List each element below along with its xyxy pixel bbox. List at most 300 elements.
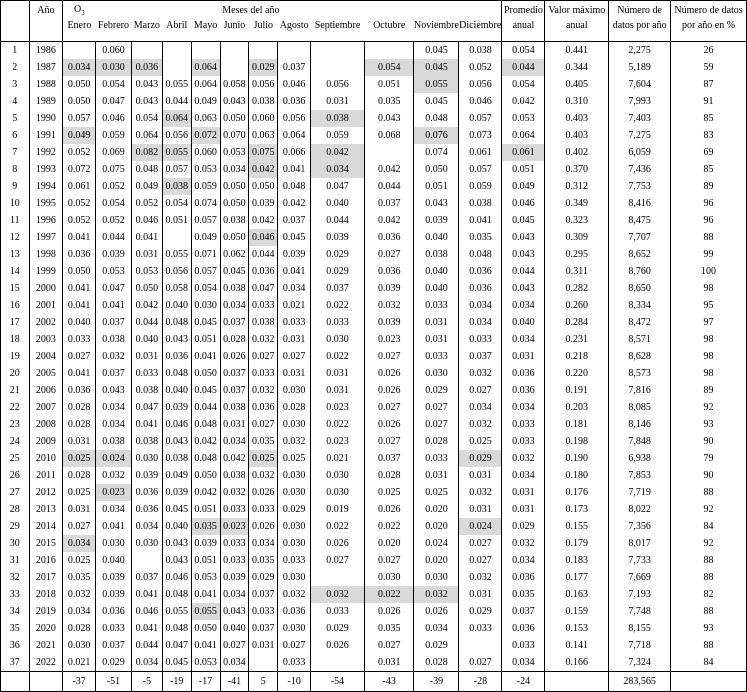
annual-max-cell: 0.309 [545, 229, 609, 246]
data-percent-cell: 88 [671, 603, 747, 620]
year-cell: 1996 [29, 212, 63, 229]
annual-mean-cell: 0.036 [502, 569, 545, 586]
month-value-cell: 0.060 [249, 110, 278, 127]
table-row [1, 76, 747, 93]
month-value-cell: 0.041 [278, 263, 311, 280]
month-value-cell: 0.037 [249, 620, 278, 637]
table-row [1, 263, 747, 280]
footer-month-change: -10 [278, 672, 311, 692]
month-value-cell: 0.031 [459, 586, 502, 603]
month-value-cell: 0.050 [191, 365, 220, 382]
month-value-cell: 0.034 [220, 654, 249, 672]
month-value-cell: 0.038 [220, 399, 249, 416]
month-value-cell: 0.031 [278, 331, 311, 348]
month-value-cell: 0.030 [96, 59, 132, 76]
month-value-cell: 0.033 [63, 331, 96, 348]
month-value-cell: 0.030 [278, 467, 311, 484]
month-value-cell: 0.039 [220, 569, 249, 586]
month-value-cell: 0.033 [249, 297, 278, 314]
month-value-cell: 0.064 [131, 127, 162, 144]
month-value-cell: 0.033 [96, 620, 132, 637]
row-number: 14 [1, 263, 30, 280]
month-value-cell: 0.032 [414, 586, 459, 603]
table-row [1, 331, 747, 348]
data-count-cell: 8,155 [609, 620, 671, 637]
month-value-cell: 0.039 [249, 195, 278, 212]
month-value-cell: 0.026 [249, 484, 278, 501]
row-number: 2 [1, 59, 30, 76]
table-row [1, 433, 747, 450]
month-value-cell: 0.034 [249, 535, 278, 552]
month-value-cell: 0.037 [364, 450, 414, 467]
year-cell: 1992 [29, 144, 63, 161]
month-value-cell: 0.033 [278, 314, 311, 331]
month-value-cell: 0.030 [278, 620, 311, 637]
annual-mean-cell: 0.054 [502, 42, 545, 60]
year-cell: 2011 [29, 467, 63, 484]
month-value-cell: 0.031 [414, 314, 459, 331]
month-value-cell: 0.028 [220, 331, 249, 348]
month-value-cell: 0.046 [96, 110, 132, 127]
month-value-cell: 0.023 [311, 399, 365, 416]
year-cell: 2003 [29, 331, 63, 348]
month-value-cell: 0.052 [63, 212, 96, 229]
month-value-cell: 0.036 [459, 280, 502, 297]
header-row-number [1, 1, 30, 22]
month-value-cell: 0.048 [459, 246, 502, 263]
month-value-cell: 0.052 [63, 144, 96, 161]
month-value-cell: 0.057 [459, 161, 502, 178]
month-value-cell: 0.045 [414, 42, 459, 60]
footer-change-row [1, 672, 747, 692]
header-month: Septiembre [314, 21, 361, 31]
month-value-cell: 0.050 [249, 178, 278, 195]
data-percent-cell: 88 [671, 484, 747, 501]
table-row [1, 229, 747, 246]
month-value-cell: 0.057 [191, 212, 220, 229]
month-value-cell: 0.072 [191, 127, 220, 144]
month-value-cell: 0.054 [162, 195, 191, 212]
month-value-cell: 0.046 [131, 212, 162, 229]
month-value-cell: 0.050 [414, 161, 459, 178]
data-count-cell: 6,938 [609, 450, 671, 467]
month-value-cell: 0.044 [191, 399, 220, 416]
annual-mean-cell: 0.040 [502, 314, 545, 331]
month-value-cell: 0.050 [63, 93, 96, 110]
year-cell: 1986 [29, 42, 63, 60]
year-cell: 2020 [29, 620, 63, 637]
month-value-cell: 0.032 [311, 586, 365, 603]
annual-mean-cell: 0.036 [502, 365, 545, 382]
month-value-cell: 0.033 [414, 297, 459, 314]
month-value-cell: 0.059 [311, 127, 365, 144]
data-count-cell: 8,628 [609, 348, 671, 365]
annual-mean-cell: 0.037 [502, 603, 545, 620]
month-value-cell: 0.042 [311, 144, 365, 161]
month-value-cell: 0.026 [220, 348, 249, 365]
data-percent-cell: 84 [671, 654, 747, 672]
data-count-cell: 7,848 [609, 433, 671, 450]
data-count-cell: 2,275 [609, 42, 671, 60]
data-count-cell: 8,472 [609, 314, 671, 331]
month-value-cell: 0.025 [278, 450, 311, 467]
year-cell: 2012 [29, 484, 63, 501]
month-value-cell: 0.033 [131, 365, 162, 382]
header-annual-mean: Promedio [502, 1, 545, 22]
month-value-cell: 0.029 [311, 263, 365, 280]
data-count-cell: 7,193 [609, 586, 671, 603]
month-value-cell: 0.038 [459, 195, 502, 212]
data-percent-cell: 88 [671, 552, 747, 569]
month-value-cell: 0.037 [96, 314, 132, 331]
header-month: Junio [223, 21, 246, 31]
month-value-cell: 0.055 [162, 76, 191, 93]
month-value-cell: 0.048 [162, 314, 191, 331]
month-value-cell: 0.054 [364, 59, 414, 76]
table-row [1, 620, 747, 637]
year-cell: 2016 [29, 552, 63, 569]
annual-mean-cell: 0.061 [502, 144, 545, 161]
month-value-cell: 0.038 [96, 331, 132, 348]
year-cell: 1987 [29, 59, 63, 76]
month-value-cell: 0.034 [63, 59, 96, 76]
month-value-cell: 0.058 [220, 76, 249, 93]
month-value-cell: 0.027 [364, 552, 414, 569]
month-value-cell: 0.062 [220, 246, 249, 263]
annual-mean-cell: 0.033 [502, 637, 545, 654]
month-value-cell: 0.037 [278, 212, 311, 229]
table-row [1, 348, 747, 365]
month-value-cell: 0.028 [63, 467, 96, 484]
month-value-cell: 0.052 [63, 195, 96, 212]
header-max-value: Valor máximo [545, 1, 609, 22]
data-percent-cell: 83 [671, 127, 747, 144]
data-percent-cell: 92 [671, 501, 747, 518]
month-value-cell: 0.027 [311, 552, 365, 569]
annual-mean-cell: 0.034 [502, 297, 545, 314]
month-value-cell: 0.053 [191, 654, 220, 672]
month-value-cell: 0.072 [63, 161, 96, 178]
month-value-cell: 0.025 [459, 433, 502, 450]
footer-month-change: 5 [249, 672, 278, 692]
month-value-cell: 0.048 [278, 178, 311, 195]
month-value-cell [191, 42, 220, 60]
month-value-cell: 0.034 [131, 518, 162, 535]
month-value-cell: 0.034 [220, 161, 249, 178]
header-month: Marzo [133, 21, 160, 31]
table-row [1, 195, 747, 212]
footer-month-change: -37 [63, 672, 96, 692]
annual-mean-cell: 0.033 [502, 433, 545, 450]
month-value-cell: 0.049 [162, 467, 191, 484]
month-value-cell: 0.027 [63, 518, 96, 535]
table-row [1, 552, 747, 569]
year-cell: 2014 [29, 518, 63, 535]
annual-max-cell: 0.155 [545, 518, 609, 535]
month-value-cell: 0.023 [220, 518, 249, 535]
annual-max-cell: 0.312 [545, 178, 609, 195]
year-cell: 2022 [29, 654, 63, 672]
month-value-cell: 0.056 [249, 76, 278, 93]
month-value-cell: 0.032 [249, 467, 278, 484]
month-value-cell: 0.061 [459, 144, 502, 161]
month-value-cell: 0.041 [63, 365, 96, 382]
month-value-cell: 0.046 [249, 229, 278, 246]
month-value-cell: 0.044 [131, 314, 162, 331]
month-value-cell: 0.027 [459, 654, 502, 672]
month-value-cell: 0.027 [364, 246, 414, 263]
month-value-cell: 0.041 [63, 297, 96, 314]
row-number: 34 [1, 603, 30, 620]
month-value-cell: 0.038 [220, 212, 249, 229]
year-cell: 2005 [29, 365, 63, 382]
month-value-cell: 0.045 [278, 229, 311, 246]
data-percent-cell: 88 [671, 637, 747, 654]
month-value-cell: 0.039 [96, 586, 132, 603]
month-value-cell: 0.075 [96, 161, 132, 178]
footer-month-change: -41 [220, 672, 249, 692]
month-value-cell: 0.064 [278, 127, 311, 144]
month-value-cell: 0.043 [131, 93, 162, 110]
annual-mean-cell: 0.044 [502, 263, 545, 280]
month-value-cell: 0.039 [414, 212, 459, 229]
month-value-cell: 0.020 [364, 535, 414, 552]
month-value-cell: 0.040 [96, 552, 132, 569]
month-value-cell: 0.025 [364, 484, 414, 501]
month-value-cell: 0.027 [220, 637, 249, 654]
month-value-cell: 0.033 [249, 365, 278, 382]
month-value-cell: 0.037 [278, 59, 311, 76]
month-value-cell: 0.046 [459, 93, 502, 110]
month-value-cell [311, 59, 365, 76]
month-value-cell: 0.043 [162, 535, 191, 552]
annual-max-cell: 0.220 [545, 365, 609, 382]
data-percent-cell: 87 [671, 76, 747, 93]
month-value-cell [311, 569, 365, 586]
data-percent-cell: 89 [671, 382, 747, 399]
month-value-cell: 0.040 [414, 263, 459, 280]
month-value-cell: 0.039 [96, 246, 132, 263]
month-value-cell: 0.043 [220, 93, 249, 110]
data-count-cell: 7,604 [609, 76, 671, 93]
month-value-cell: 0.040 [311, 195, 365, 212]
month-value-cell: 0.052 [96, 212, 132, 229]
month-value-cell: 0.047 [96, 280, 132, 297]
month-value-cell: 0.058 [162, 280, 191, 297]
month-value-cell: 0.025 [63, 450, 96, 467]
month-value-cell [162, 42, 191, 60]
month-value-cell: 0.033 [459, 331, 502, 348]
month-value-cell: 0.022 [364, 586, 414, 603]
month-value-cell: 0.034 [96, 501, 132, 518]
month-value-cell: 0.031 [278, 365, 311, 382]
row-number: 29 [1, 518, 30, 535]
month-value-cell: 0.037 [311, 280, 365, 297]
month-value-cell: 0.031 [131, 246, 162, 263]
year-cell: 2000 [29, 280, 63, 297]
month-value-cell: 0.055 [162, 246, 191, 263]
row-number: 27 [1, 484, 30, 501]
month-value-cell: 0.034 [96, 399, 132, 416]
month-value-cell: 0.035 [364, 620, 414, 637]
month-value-cell: 0.030 [311, 467, 365, 484]
month-value-cell: 0.040 [162, 382, 191, 399]
month-value-cell: 0.043 [162, 331, 191, 348]
data-count-cell: 7,403 [609, 110, 671, 127]
month-value-cell [249, 42, 278, 60]
annual-mean-cell: 0.036 [502, 620, 545, 637]
header-month: Abril [166, 21, 188, 31]
month-value-cell: 0.074 [191, 195, 220, 212]
month-value-cell [311, 42, 365, 60]
month-value-cell: 0.029 [414, 382, 459, 399]
month-value-cell: 0.050 [220, 178, 249, 195]
month-value-cell: 0.031 [311, 365, 365, 382]
month-value-cell: 0.045 [220, 263, 249, 280]
month-value-cell: 0.030 [364, 569, 414, 586]
row-number: 4 [1, 93, 30, 110]
month-value-cell: 0.032 [278, 586, 311, 603]
row-number: 26 [1, 467, 30, 484]
month-value-cell: 0.027 [459, 552, 502, 569]
month-value-cell: 0.053 [131, 263, 162, 280]
footer-month-change: -5 [131, 672, 162, 692]
row-number: 1 [1, 42, 30, 60]
annual-max-cell: 0.344 [545, 59, 609, 76]
month-value-cell: 0.033 [278, 552, 311, 569]
month-value-cell: 0.048 [191, 416, 220, 433]
table-row [1, 297, 747, 314]
annual-max-cell: 0.282 [545, 280, 609, 297]
data-count-cell: 8,652 [609, 246, 671, 263]
row-number: 12 [1, 229, 30, 246]
month-value-cell: 0.039 [131, 467, 162, 484]
row-number: 37 [1, 654, 30, 672]
month-value-cell: 0.019 [311, 501, 365, 518]
month-value-cell: 0.028 [63, 620, 96, 637]
data-count-cell: 8,334 [609, 297, 671, 314]
annual-max-cell: 0.403 [545, 127, 609, 144]
annual-max-cell: 0.260 [545, 297, 609, 314]
annual-mean-cell: 0.031 [502, 484, 545, 501]
annual-mean-cell: 0.043 [502, 229, 545, 246]
year-cell: 2004 [29, 348, 63, 365]
annual-mean-cell: 0.034 [502, 654, 545, 672]
month-value-cell: 0.064 [162, 110, 191, 127]
annual-mean-cell: 0.036 [502, 382, 545, 399]
annual-max-cell: 0.166 [545, 654, 609, 672]
row-number: 25 [1, 450, 30, 467]
month-value-cell: 0.039 [278, 246, 311, 263]
month-value-cell: 0.034 [63, 535, 96, 552]
month-value-cell: 0.030 [131, 535, 162, 552]
month-value-cell: 0.050 [220, 110, 249, 127]
year-cell: 2018 [29, 586, 63, 603]
month-value-cell [162, 229, 191, 246]
month-value-cell: 0.042 [191, 484, 220, 501]
annual-max-cell: 0.181 [545, 416, 609, 433]
month-value-cell: 0.036 [459, 263, 502, 280]
month-value-cell: 0.039 [364, 280, 414, 297]
table-row [1, 59, 747, 76]
year-cell: 2001 [29, 297, 63, 314]
month-value-cell: 0.027 [414, 399, 459, 416]
month-value-cell: 0.030 [278, 484, 311, 501]
data-percent-cell: 98 [671, 348, 747, 365]
month-value-cell: 0.037 [459, 348, 502, 365]
month-value-cell: 0.041 [191, 637, 220, 654]
month-value-cell: 0.034 [220, 586, 249, 603]
month-value-cell: 0.076 [414, 127, 459, 144]
month-value-cell: 0.034 [459, 297, 502, 314]
month-value-cell: 0.048 [191, 450, 220, 467]
year-cell: 1990 [29, 110, 63, 127]
month-value-cell: 0.034 [414, 620, 459, 637]
month-value-cell: 0.057 [191, 263, 220, 280]
month-value-cell: 0.040 [414, 280, 459, 297]
annual-max-cell: 0.310 [545, 93, 609, 110]
row-number: 3 [1, 76, 30, 93]
month-value-cell: 0.022 [311, 297, 365, 314]
month-value-cell: 0.026 [364, 501, 414, 518]
row-number: 9 [1, 178, 30, 195]
month-value-cell: 0.043 [162, 552, 191, 569]
month-value-cell: 0.026 [364, 382, 414, 399]
month-value-cell: 0.060 [96, 42, 132, 60]
annual-max-cell: 0.231 [545, 331, 609, 348]
row-number: 18 [1, 331, 30, 348]
month-value-cell: 0.052 [459, 59, 502, 76]
month-value-cell: 0.048 [162, 586, 191, 603]
annual-max-cell: 0.403 [545, 110, 609, 127]
footer-blank [1, 672, 30, 692]
row-number: 20 [1, 365, 30, 382]
month-value-cell: 0.043 [162, 433, 191, 450]
month-value-cell: 0.031 [220, 416, 249, 433]
header-month: Diciembre [459, 21, 502, 42]
row-number: 10 [1, 195, 30, 212]
month-value-cell: 0.048 [162, 620, 191, 637]
row-number: 8 [1, 161, 30, 178]
month-value-cell: 0.031 [311, 93, 365, 110]
month-value-cell: 0.056 [459, 76, 502, 93]
month-value-cell: 0.073 [459, 127, 502, 144]
month-value-cell: 0.035 [364, 93, 414, 110]
header-month: Julio [253, 21, 274, 31]
month-value-cell: 0.032 [249, 382, 278, 399]
month-value-cell: 0.026 [311, 637, 365, 654]
month-value-cell: 0.038 [311, 110, 365, 127]
annual-mean-cell: 0.049 [502, 178, 545, 195]
month-value-cell: 0.036 [131, 59, 162, 76]
month-value-cell: 0.028 [63, 399, 96, 416]
footer-month-change: -54 [311, 672, 365, 692]
month-value-cell: 0.033 [249, 603, 278, 620]
annual-max-cell: 0.284 [545, 314, 609, 331]
data-count-cell: 7,993 [609, 93, 671, 110]
annual-max-cell: 0.203 [545, 399, 609, 416]
annual-max-cell: 0.153 [545, 620, 609, 637]
month-value-cell: 0.037 [220, 382, 249, 399]
header-month: Noviembre [413, 21, 459, 31]
table-row [1, 42, 747, 60]
month-value-cell: 0.028 [63, 416, 96, 433]
annual-max-cell: 0.179 [545, 535, 609, 552]
month-value-cell: 0.029 [249, 569, 278, 586]
month-value-cell: 0.031 [414, 331, 459, 348]
footer-month-change: -39 [414, 672, 459, 692]
month-value-cell: 0.041 [459, 212, 502, 229]
